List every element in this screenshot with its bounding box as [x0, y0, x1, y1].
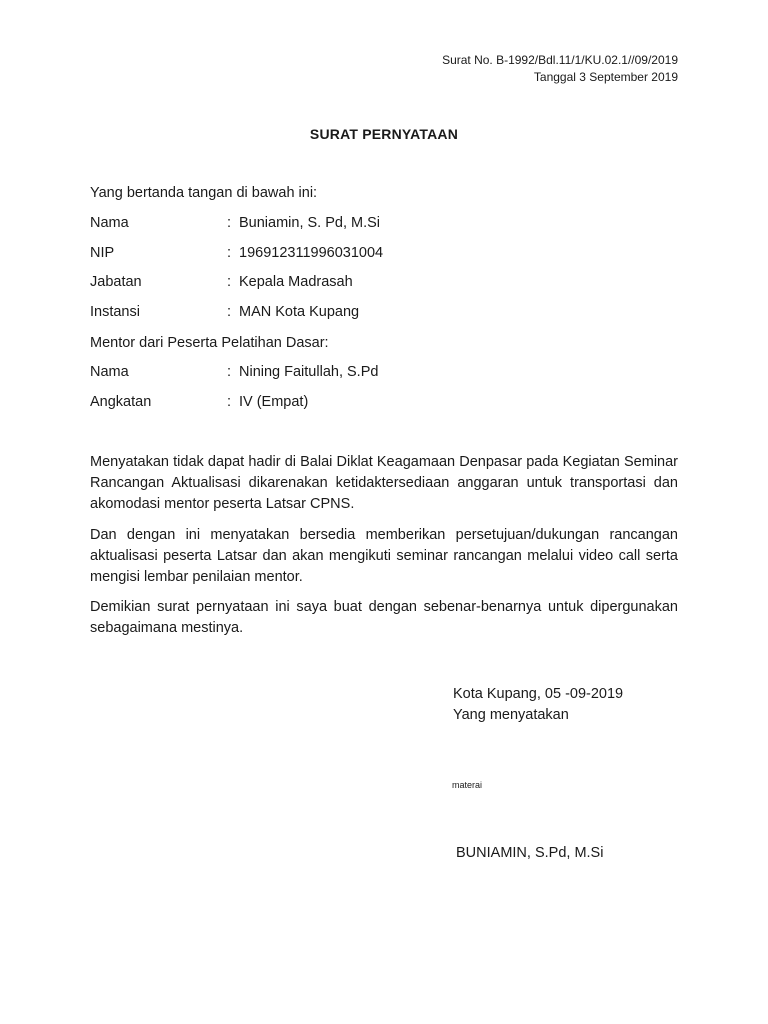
field-angkatan	[90, 394, 690, 410]
field-nip	[90, 245, 690, 261]
field-colon: :	[227, 274, 232, 290]
field-colon: :	[227, 394, 232, 410]
place-date: Kota Kupang, 05 -09-2019	[453, 686, 624, 702]
field-value: Kepala Madrasah	[239, 274, 353, 290]
field-label: Nama	[90, 215, 129, 231]
letter-number: Surat No. B-1992/Bdl.11/1/KU.02.1//09/2019	[442, 53, 678, 67]
paragraph-agreement: Dan dengan ini menyatakan bersedia memberikan persetujuan/dukungan rancangan aktualisasi peserta Latsar dan akan mengikuti seminar rancangan melalui video call serta mengisi lembar penilaian mentor.	[90, 527, 678, 585]
field-colon: :	[227, 215, 232, 231]
field-instansi	[90, 304, 690, 320]
mentor-intro-text: Mentor dari Peserta Pelatihan Dasar:	[90, 335, 329, 351]
field-label: Angkatan	[90, 394, 152, 410]
field-value: 196912311996031004	[239, 245, 384, 261]
field-jabatan	[90, 274, 690, 290]
field-label: Jabatan	[90, 274, 142, 290]
field-value: MAN Kota Kupang	[239, 304, 360, 320]
signature-block	[453, 684, 623, 726]
field-label: Instansi	[90, 304, 140, 320]
field-label: Nama	[90, 364, 129, 380]
declarant-label: Yang menyatakan	[453, 707, 569, 723]
field-value: Buniamin, S. Pd, M.Si	[239, 215, 381, 231]
signer-name: BUNIAMIN, S.Pd, M.Si	[456, 845, 604, 861]
paragraph-statement: Menyatakan tidak dapat hadir di Balai Diklat Keagamaan Denpasar pada Kegiatan Seminar Rancangan Aktualisasi dikarenakan ketidaktersediaan anggaran untuk transportasi dan akomodasi mentor peserta Latsar CPNS.	[90, 454, 678, 512]
intro-text: Yang bertanda tangan di bawah ini:	[90, 185, 318, 201]
field-colon: :	[227, 245, 232, 261]
field-nama	[90, 215, 690, 231]
field-participant-nama	[90, 364, 690, 380]
field-label: NIP	[90, 245, 115, 261]
field-value: IV (Empat)	[239, 394, 309, 410]
paragraph-closing: Demikian surat pernyataan ini saya buat dengan sebenar-benarnya untuk dipergunakan sebagaimana mestinya.	[90, 599, 678, 636]
page-title: SURAT PERNYATAAN	[309, 126, 459, 142]
letter-date: Tanggal 3 September 2019	[533, 70, 678, 84]
field-value: Nining Faitullah, S.Pd	[239, 364, 379, 380]
field-colon: :	[227, 364, 232, 380]
stamp-label: materai	[452, 780, 483, 790]
letter-reference	[442, 52, 678, 86]
field-colon: :	[227, 304, 232, 320]
